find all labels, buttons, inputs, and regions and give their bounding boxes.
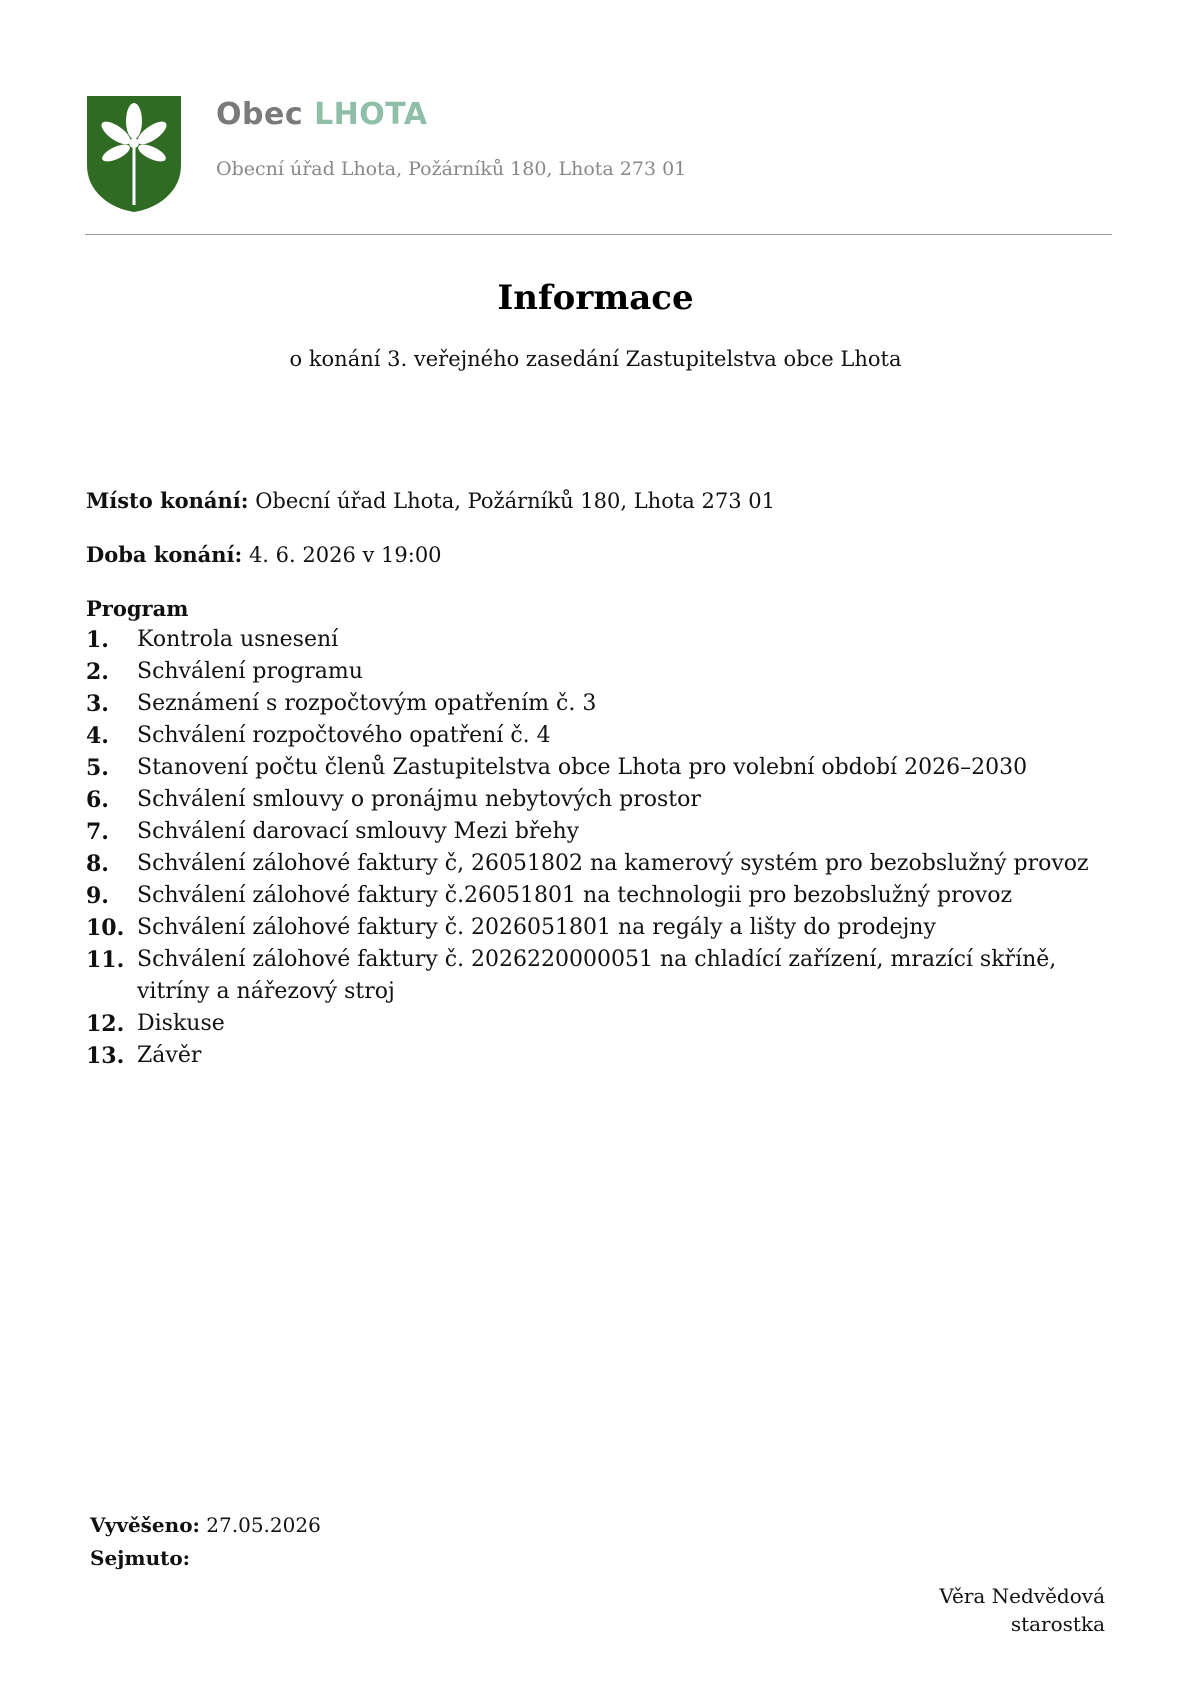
program-heading: Program xyxy=(86,596,189,621)
meeting-time xyxy=(86,542,442,567)
signer-role: starostka xyxy=(1010,1612,1105,1636)
program-item-text: Schválení smlouvy o pronájmu nebytových prostor xyxy=(137,787,701,812)
posted-date-value: 27.05.2026 xyxy=(206,1513,321,1537)
program-item xyxy=(86,1008,1116,1040)
letterhead xyxy=(86,95,1116,215)
program-item-number: 13. xyxy=(86,1043,125,1069)
program-item xyxy=(86,880,1116,912)
signature-block xyxy=(939,1582,1105,1638)
program-item xyxy=(86,784,1116,816)
program-item xyxy=(86,816,1116,848)
program-item-text: Schválení zálohové faktury č, 26051802 na kamerový systém pro bezobslužný provoz xyxy=(137,851,1089,876)
program-item-text: Schválení rozpočtového opatření č. 4 xyxy=(137,723,551,748)
program-item-number: 2. xyxy=(86,659,109,685)
chestnut-leaf-crest-icon xyxy=(86,95,182,213)
program-item-number: 12. xyxy=(86,1011,125,1037)
program-item-text: Schválení zálohové faktury č. 2026220000051 na chladící zařízení, mrazící skříně, vitríny a nářezový stroj xyxy=(137,947,1057,1004)
program-item-text: Schválení zálohové faktury č. 2026051801 na regály a lišty do prodejny xyxy=(137,915,936,940)
program-item-text: Schválení zálohové faktury č.26051801 na technologii pro bezobslužný provoz xyxy=(137,883,1013,908)
organization-title: LHOTA xyxy=(314,97,428,132)
meeting-place-label: Místo konání: xyxy=(86,488,249,513)
program-item-text: Schválení programu xyxy=(137,659,363,684)
program-item-text: Diskuse xyxy=(137,1011,225,1036)
program-item-text: Kontrola usnesení xyxy=(137,627,339,652)
removed-date xyxy=(90,1546,190,1570)
program-item-number: 6. xyxy=(86,787,109,813)
program-item xyxy=(86,688,1116,720)
program-item xyxy=(86,624,1116,656)
program-item-number: 9. xyxy=(86,883,109,909)
program-item xyxy=(86,944,1116,1008)
program-item-number: 4. xyxy=(86,723,109,749)
organization-address: Obecní úřad Lhota, Požárníků 180, Lhota 273 01 xyxy=(216,158,687,180)
program-item-number: 8. xyxy=(86,851,109,877)
document-subtitle: o konání 3. veřejného zasedání Zastupitelstva obce Lhota xyxy=(289,347,902,371)
meeting-time-label: Doba konání: xyxy=(86,542,243,567)
program-item-number: 11. xyxy=(86,947,125,973)
program-item-text: Závěr xyxy=(137,1043,202,1068)
organization-name xyxy=(216,97,428,132)
program-item-number: 3. xyxy=(86,691,109,717)
header-divider xyxy=(85,234,1112,235)
posted-date xyxy=(90,1513,321,1537)
organization-prefix: Obec xyxy=(216,97,304,132)
document-title: Informace xyxy=(497,278,694,318)
program-item-text: Seznámení s rozpočtovým opatřením č. 3 xyxy=(137,691,597,716)
program-item xyxy=(86,752,1116,784)
program-item xyxy=(86,1040,1116,1072)
program-item-number: 5. xyxy=(86,755,109,781)
program-item xyxy=(86,912,1116,944)
program-item-text: Stanovení počtu členů Zastupitelstva obce Lhota pro volební období 2026–2030 xyxy=(137,755,1028,780)
program-item xyxy=(86,720,1116,752)
meeting-place-value: Obecní úřad Lhota, Požárníků 180, Lhota 273 01 xyxy=(255,489,775,513)
program-item-number: 7. xyxy=(86,819,109,845)
posted-date-label: Vyvěšeno: xyxy=(90,1513,200,1537)
program-list xyxy=(86,624,1116,1072)
meeting-place xyxy=(86,488,775,513)
meeting-time-value: 4. 6. 2026 v 19:00 xyxy=(248,543,442,567)
removed-date-label: Sejmuto: xyxy=(90,1546,191,1570)
program-item-text: Schválení darovací smlouvy Mezi břehy xyxy=(137,819,580,844)
program-item-number: 10. xyxy=(86,915,125,941)
program-item xyxy=(86,656,1116,688)
signer-name: Věra Nedvědová xyxy=(939,1584,1105,1608)
program-item xyxy=(86,848,1116,880)
program-item-number: 1. xyxy=(86,627,109,653)
